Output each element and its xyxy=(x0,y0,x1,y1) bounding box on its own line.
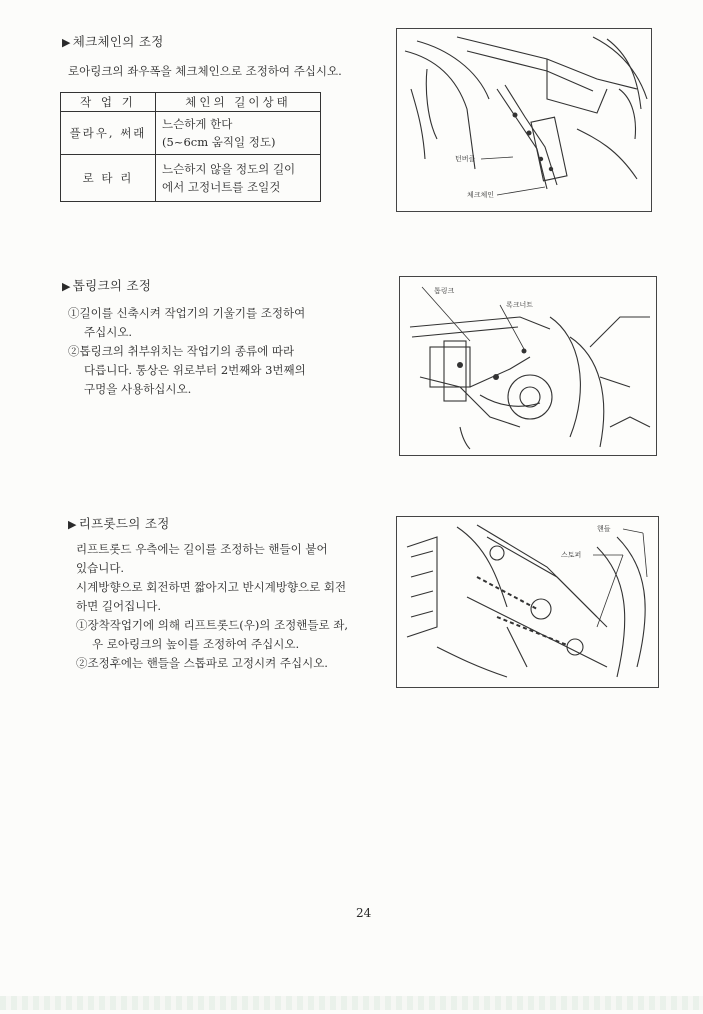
state-line: (5~6cm 움직일 정도) xyxy=(162,135,276,149)
paragraph-line: 리프트롯드 우측에는 길이를 조정하는 핸들이 붙어 xyxy=(76,542,328,556)
section-heading-check-chain xyxy=(62,32,164,50)
state-line: 느슨하지 않을 정도의 길이 xyxy=(162,162,296,176)
lift-rod-illustration xyxy=(396,516,659,688)
triangle-bullet-icon: ▶ xyxy=(62,36,71,49)
figure-label-top-link: 톱링크 xyxy=(434,287,455,295)
table-header-row xyxy=(61,93,321,112)
section-heading-text: 리프롯드의 조정 xyxy=(78,516,170,531)
figure-label-handle: 핸들 xyxy=(597,525,611,533)
section-intro xyxy=(68,62,342,81)
top-link-illustration xyxy=(399,276,657,456)
section-heading-lift-rod xyxy=(68,514,170,532)
figure-label-check-chain: 체크체인 xyxy=(467,191,495,199)
section-heading-text: 톱링크의 조정 xyxy=(72,278,152,293)
figure-label-lock-nut: 록크너트 xyxy=(506,301,534,309)
table-cell-implement: 플라우, 써래 xyxy=(61,112,156,155)
instruction-line: 주십시오. xyxy=(84,325,133,339)
top-link-instructions xyxy=(68,304,306,399)
instruction-line: 우 로아링크의 높이를 조정하여 주십시오. xyxy=(92,637,300,651)
triangle-bullet-icon: ▶ xyxy=(62,280,71,293)
table-cell-implement: 로 타 리 xyxy=(61,155,156,202)
table-header-cell: 체인의 길이상태 xyxy=(156,93,321,112)
paragraph-line: 있습니다. xyxy=(76,561,125,575)
state-line: 에서 고정너트를 조일것 xyxy=(162,180,281,194)
instruction-line: ①장착작업기에 의해 리프트롯드(우)의 조정핸들로 좌, xyxy=(76,618,349,632)
table-row xyxy=(61,155,321,202)
lift-rod-description xyxy=(76,540,348,673)
scan-artifact-strip xyxy=(0,996,703,1010)
page-number: 24 xyxy=(356,906,372,920)
table-header-cell: 작 업 기 xyxy=(61,93,156,112)
instruction-line: ②톱링크의 취부위치는 작업기의 종류에 따라 xyxy=(68,344,295,358)
figure-label-turnbuckle: 턴버클 xyxy=(455,155,476,163)
section-heading-text: 체크체인의 조정 xyxy=(72,34,164,49)
state-line: 느슨하게 한다 xyxy=(162,117,233,131)
paragraph-line: 하면 길어집니다. xyxy=(76,599,162,613)
table-cell-state xyxy=(156,112,321,155)
paragraph-line: 시계방향으로 회전하면 짧아지고 반시계방향으로 회전 xyxy=(76,580,347,594)
table-row xyxy=(61,112,321,155)
triangle-bullet-icon: ▶ xyxy=(68,518,77,531)
chain-length-table xyxy=(60,92,321,202)
instruction-line: ①길이를 신축시켜 작업기의 기울기를 조정하여 xyxy=(68,306,306,320)
check-chain-illustration xyxy=(396,28,652,212)
intro-text: 로아링크의 좌우폭을 체크체인으로 조정하여 주십시오. xyxy=(68,64,342,78)
table-cell-state xyxy=(156,155,321,202)
instruction-line: 다릅니다. 통상은 위로부터 2번째와 3번째의 xyxy=(84,363,306,377)
figure-label-stopper: 스토퍼 xyxy=(561,551,582,559)
instruction-line: 구멍을 사용하십시오. xyxy=(84,382,192,396)
instruction-line: ②조정후에는 핸들을 스톱파로 고정시켜 주십시오. xyxy=(76,656,328,670)
section-heading-top-link xyxy=(62,276,151,294)
